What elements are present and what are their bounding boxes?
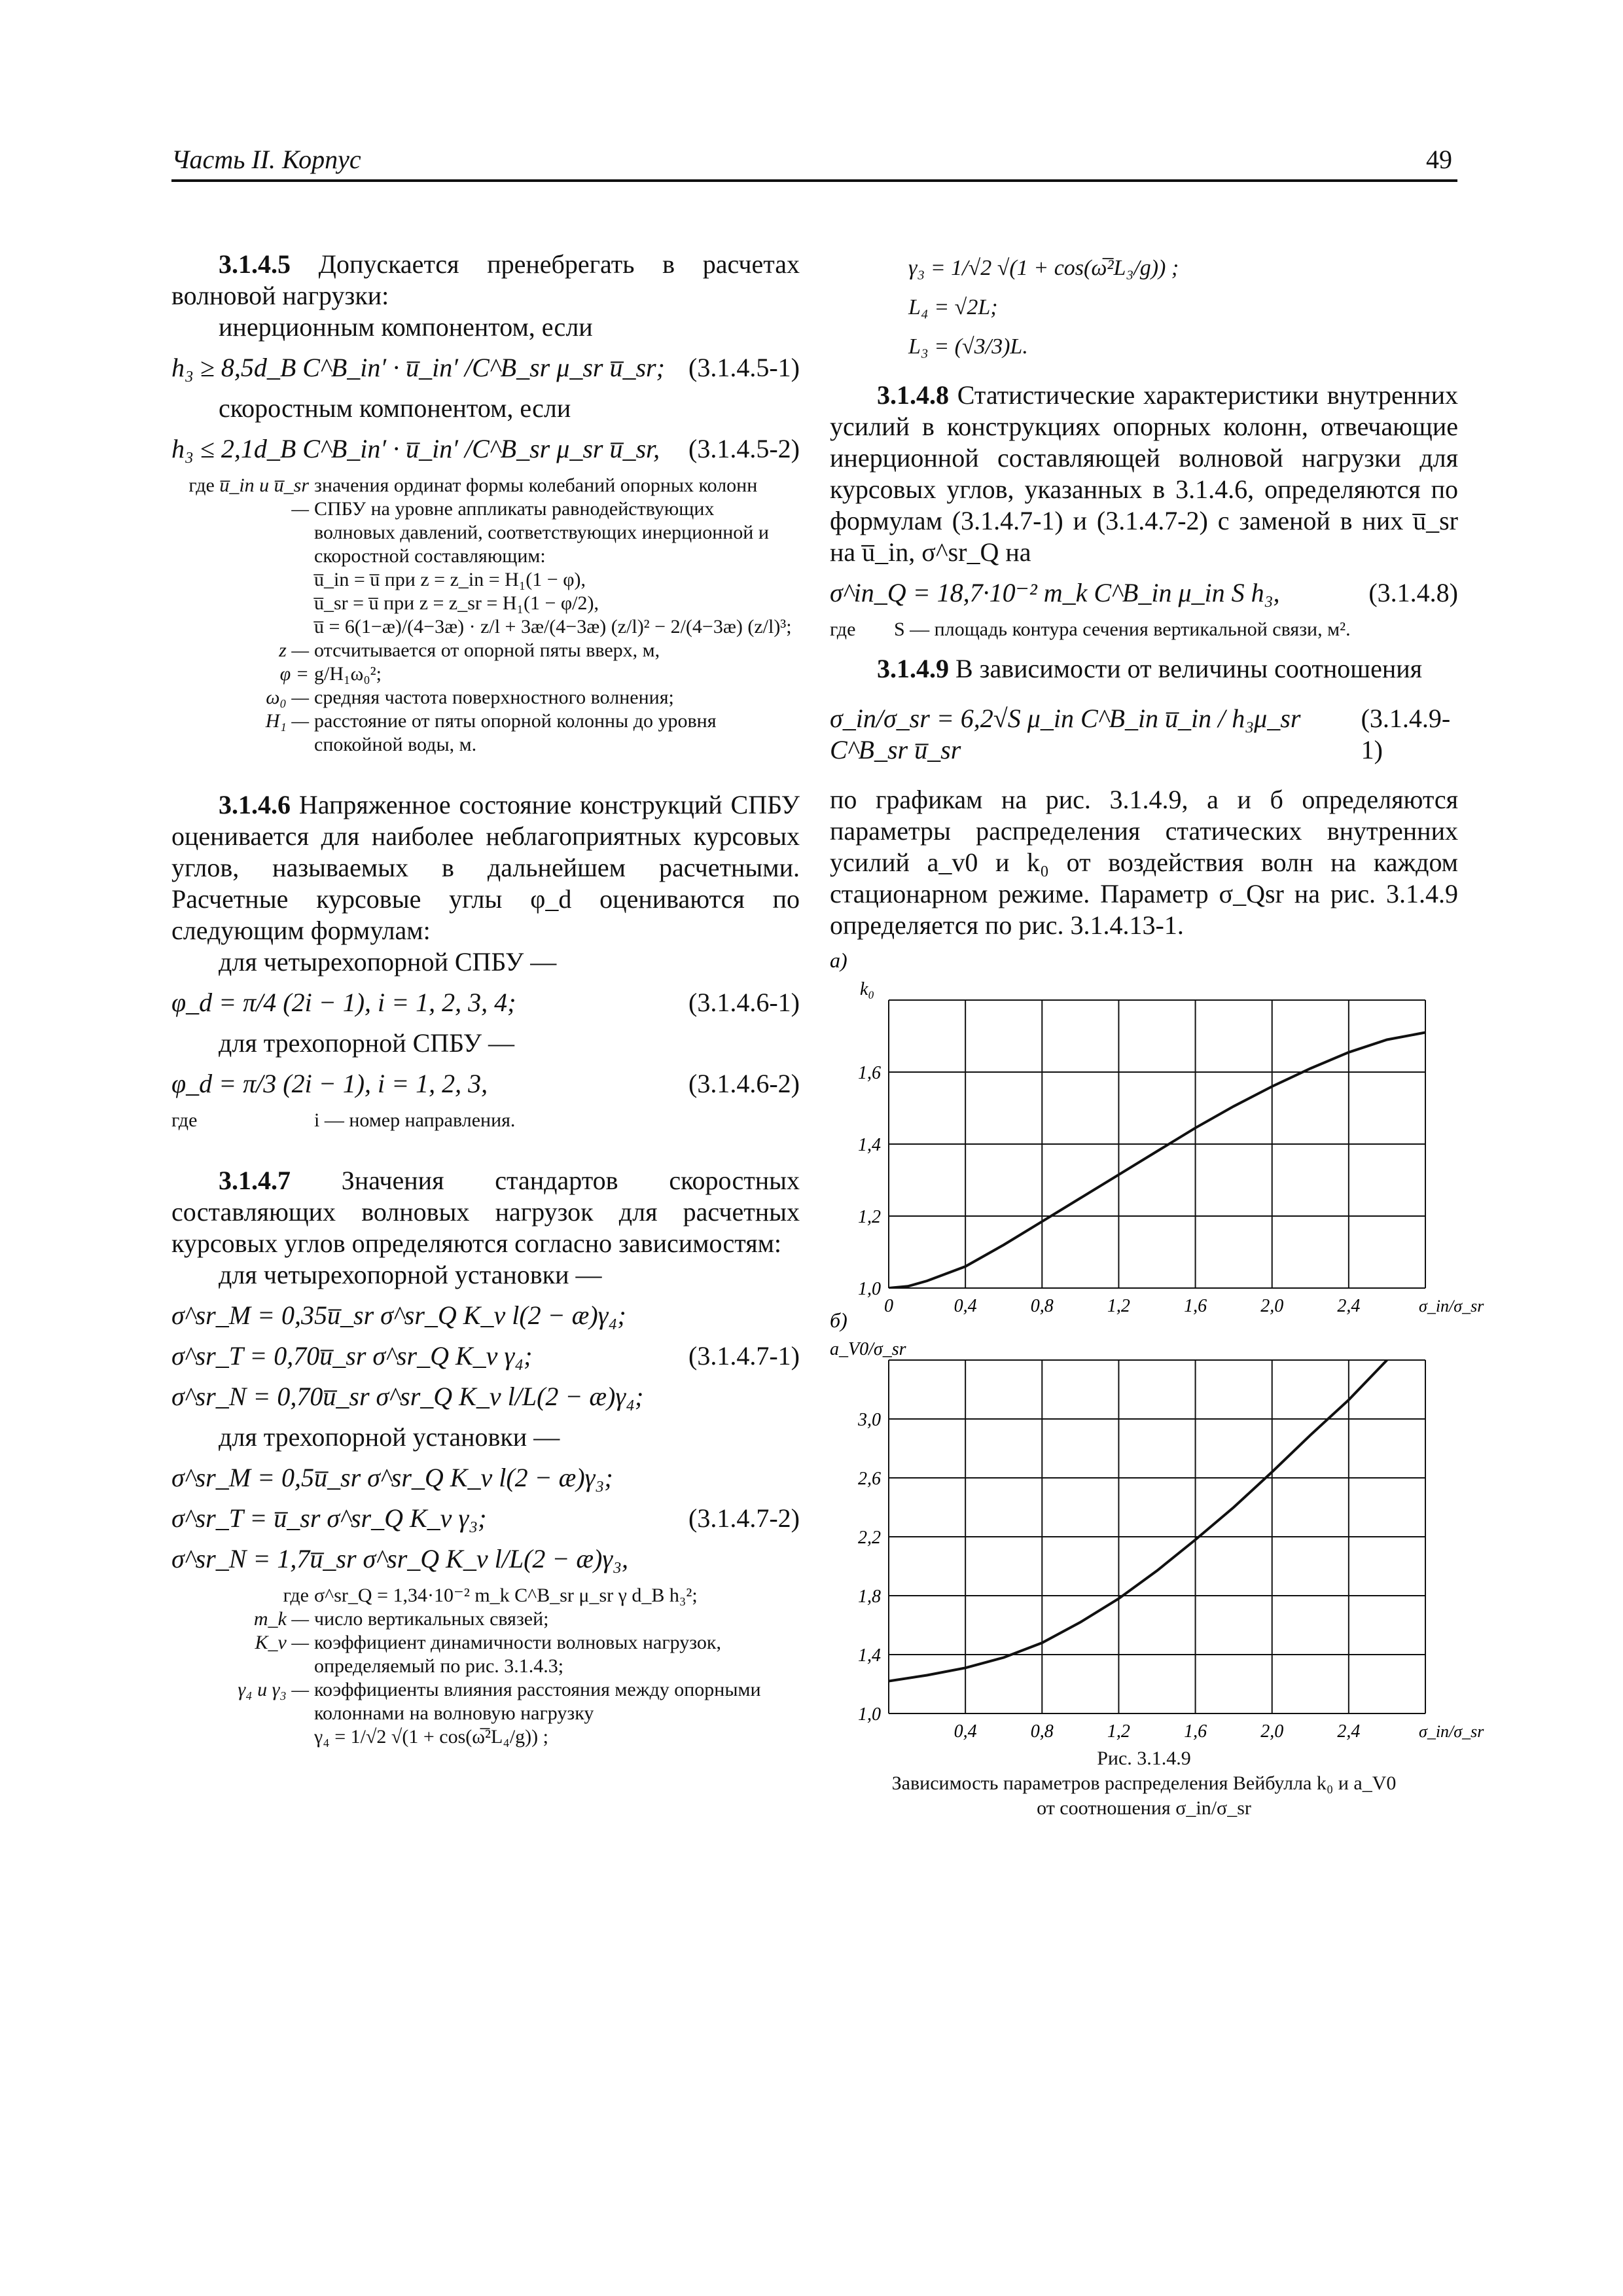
x-tick-label: 2,0 — [1260, 1721, 1284, 1742]
series-line — [889, 1360, 1387, 1681]
x-tick-label: 2,4 — [1337, 1296, 1361, 1316]
caption-text: Зависимость параметров распределения Вейбулла k₀ и a_V0 — [891, 1772, 1397, 1794]
x-tick-label: 0,8 — [1030, 1296, 1054, 1316]
y-tick-label: 1,0 — [858, 1704, 881, 1725]
panel-label: б) — [830, 1308, 847, 1332]
equation-3149-1: σ_in/σ_sr = 6,2√S μ_in C^B_in u̅_in / h₃μ_sr C^B_sr u̅_sr (3.1.4.9-1) — [830, 704, 1451, 764]
x-tick-label: 1,2 — [1107, 1721, 1130, 1742]
equation-3146-1: φ_d = π/4 (2i − 1), i = 1, 2, 3, 4; (3.1.4.6-1) — [171, 988, 800, 1017]
y-axis-label: k₀ — [860, 979, 875, 999]
chart-k0 — [830, 948, 1484, 1316]
y-tick-label: 1,0 — [858, 1279, 881, 1299]
where-list-3145: где u̅_in и u̅_sr — значения ординат формы колебаний опорных колонн СПБУ на уровне аппликаты равнодействующих волновых давлений, соответствующих инерционной и скоростной составляющим: u̅_in = u̅ при z = z_in = H₁(1 − φ), u̅_sr = u̅ при z = z_sr = H₁(1 − φ/2), u̅ = 6(1−æ)/(4−3æ) · z/l + 3æ/(4−3æ) (z/l)² − 2/(4−3æ) (z/l)³; z — отсчитывается от опорной пяты вверх, м, φ = g/H₁ω₀²; ω₀ — средняя частота поверхностного волнения; H₁ — расстояние от пяты опорной колонны до уровня спокойной воды, м. — [188, 475, 792, 755]
equation-3147-m4: σ^sr_M = 0,35u̅_sr σ^sr_Q K_v l(2 − æ)γ₄; — [171, 1300, 626, 1330]
left-column — [171, 249, 800, 1749]
figure-caption — [830, 1746, 1458, 1821]
x-tick-label: 0 — [884, 1296, 893, 1316]
x-tick-label: 1,2 — [1107, 1296, 1130, 1316]
where-list-3148: где S — площадь контура сечения вертикальной связи, м². — [830, 619, 1351, 640]
four-leg-install-label: для четырехопорной установки — — [219, 1260, 602, 1289]
section-3145-text: 3.1.4.5 Допускается пренебрегать в расчетах волновой нагрузки: — [171, 249, 800, 310]
equation-3147-n3: σ^sr_N = 1,7u̅_sr σ^sr_Q K_v l/L(2 − æ)γ₃, — [171, 1544, 629, 1573]
inertial-condition: инерционным компонентом, если — [219, 312, 593, 342]
equation-3145-2: h₃ ≤ 2,1d_B C^B_in′ · u̅_in′ /C^B_sr μ_sr u̅_sr, (3.1.4.5-2) — [171, 434, 800, 463]
three-leg-label: для трехопорной СПБУ — — [219, 1028, 515, 1058]
page-header — [171, 143, 1457, 182]
x-tick-label: 0,4 — [954, 1296, 977, 1316]
y-tick-label: 1,8 — [858, 1587, 881, 1607]
y-tick-label: 2,2 — [858, 1528, 881, 1548]
y-tick-label: 3,0 — [858, 1410, 881, 1430]
section-3149-text: 3.1.4.9 В зависимости от величины соотношения — [877, 654, 1423, 683]
section-3146-text: 3.1.4.6 Напряженное состояние конструкций СПБУ оценивается для наиболее неблагоприятных курсовых углов, называемых в дальнейшем расчетными. Расчетные курсовые углы φ_d оцениваются по следующим формулам: — [171, 790, 800, 945]
panel-label: а) — [830, 948, 847, 972]
three-leg-install-label: для трехопорной установки — — [219, 1422, 560, 1452]
equation-3147-n4: σ^sr_N = 0,70u̅_sr σ^sr_Q K_v l/L(2 − æ)γ₄; — [171, 1382, 644, 1411]
caption-number: Рис. 3.1.4.9 — [1097, 1748, 1191, 1769]
gamma-formulas — [830, 249, 1458, 367]
y-axis-label: a_V0/σ_sr — [830, 1339, 906, 1359]
equation-3147-t4: σ^sr_T = 0,70u̅_sr σ^sr_Q K_v γ₄; (3.1.4.7-1) — [171, 1341, 800, 1371]
section-3148-text: 3.1.4.8 Статистические характеристики внутренних усилий в конструкциях опорных колонн, отвечающие инерционной составляющей волновой нагрузки для курсовых углов, указанных в 3.1.4.6, определяются по формулам (3.1.4.7-1) и (3.1.4.7-2) с заменой в них u̅_sr на u̅_in, σ^sr_Q на — [830, 380, 1458, 567]
x-axis-label: σ_in/σ_sr — [1419, 1722, 1484, 1741]
running-title: Часть II. Корпус — [171, 145, 361, 174]
y-tick-label: 1,2 — [858, 1207, 881, 1227]
series-line — [889, 1033, 1425, 1289]
y-tick-label: 1,6 — [858, 1063, 881, 1083]
where-list-3147: где σ^sr_Q = 1,34·10⁻² m_k C^B_sr μ_sr γ d_B h₃²; m_k — число вертикальных связей; K_v — коэффициент динамичности волновых нагрузок, определяемый по рис. 3.1.4.3; γ₄ и γ₃ — коэффициенты влияния расстояния между опорными колоннами на волновую нагрузку γ₄ = 1/√2 √(1 + cos(ω̅²L₄/g)) ; — [238, 1585, 761, 1748]
l4-formula: L₄ = √2L; — [908, 295, 998, 319]
four-leg-label: для четырехопорной СПБУ — — [219, 947, 557, 977]
x-tick-label: 0,8 — [1030, 1721, 1054, 1742]
equation-3147-t3: σ^sr_T = u̅_sr σ^sr_Q K_v γ₃; (3.1.4.7-2) — [171, 1503, 800, 1533]
chart-av0 — [830, 1308, 1484, 1746]
equation-3148: σ^in_Q = 18,7·10⁻² m_k C^B_in μ_in S h₃, (3.1.4.8) — [830, 578, 1458, 607]
section-3149-text2: по графикам на рис. 3.1.4.9, а и б определяются параметры распределения статических внутренних усилий a_v0 и k₀ от воздействия волн на каждом стационарном режиме. Параметр σ_Qsr на рис. 3.1.4.9 определяется по рис. 3.1.4.13-1. — [830, 785, 1458, 940]
x-tick-label: 2,0 — [1260, 1296, 1284, 1316]
velocity-condition: скоростным компонентом, если — [219, 393, 571, 423]
x-tick-label: 1,6 — [1184, 1721, 1207, 1742]
x-tick-label: 1,6 — [1184, 1296, 1207, 1316]
right-column — [830, 249, 1484, 1821]
where-list-3146: где i — номер направления. — [171, 1109, 516, 1131]
equation-3145-1: h₃ ≥ 8,5d_B C^B_in′ · u̅_in′ /C^B_sr μ_sr u̅_sr; (3.1.4.5-1) — [171, 353, 800, 382]
equation-3146-2: φ_d = π/3 (2i − 1), i = 1, 2, 3, (3.1.4.6-2) — [171, 1069, 800, 1098]
l3-formula: L₃ = (√3/3)L. — [908, 334, 1028, 359]
x-axis-label: σ_in/σ_sr — [1419, 1297, 1484, 1316]
gamma3-formula: γ₃ = 1/√2 √(1 + cos(ω̅²L₃/g)) ; — [908, 256, 1179, 280]
y-tick-label: 1,4 — [858, 1135, 881, 1155]
x-tick-label: 2,4 — [1337, 1721, 1361, 1742]
y-tick-label: 2,6 — [858, 1469, 881, 1489]
equation-3147-m3: σ^sr_M = 0,5u̅_sr σ^sr_Q K_v l(2 − æ)γ₃; — [171, 1463, 613, 1492]
section-3147-text: 3.1.4.7 Значения стандартов скоростных составляющих волновых нагрузок для расчетных курсовых углов определяются согласно зависимостям: — [171, 1166, 800, 1258]
x-tick-label: 0,4 — [954, 1721, 977, 1742]
caption-text-2: от соотношения σ_in/σ_sr — [1037, 1797, 1251, 1819]
page-number: 49 — [1426, 145, 1452, 174]
y-tick-label: 1,4 — [858, 1645, 881, 1666]
